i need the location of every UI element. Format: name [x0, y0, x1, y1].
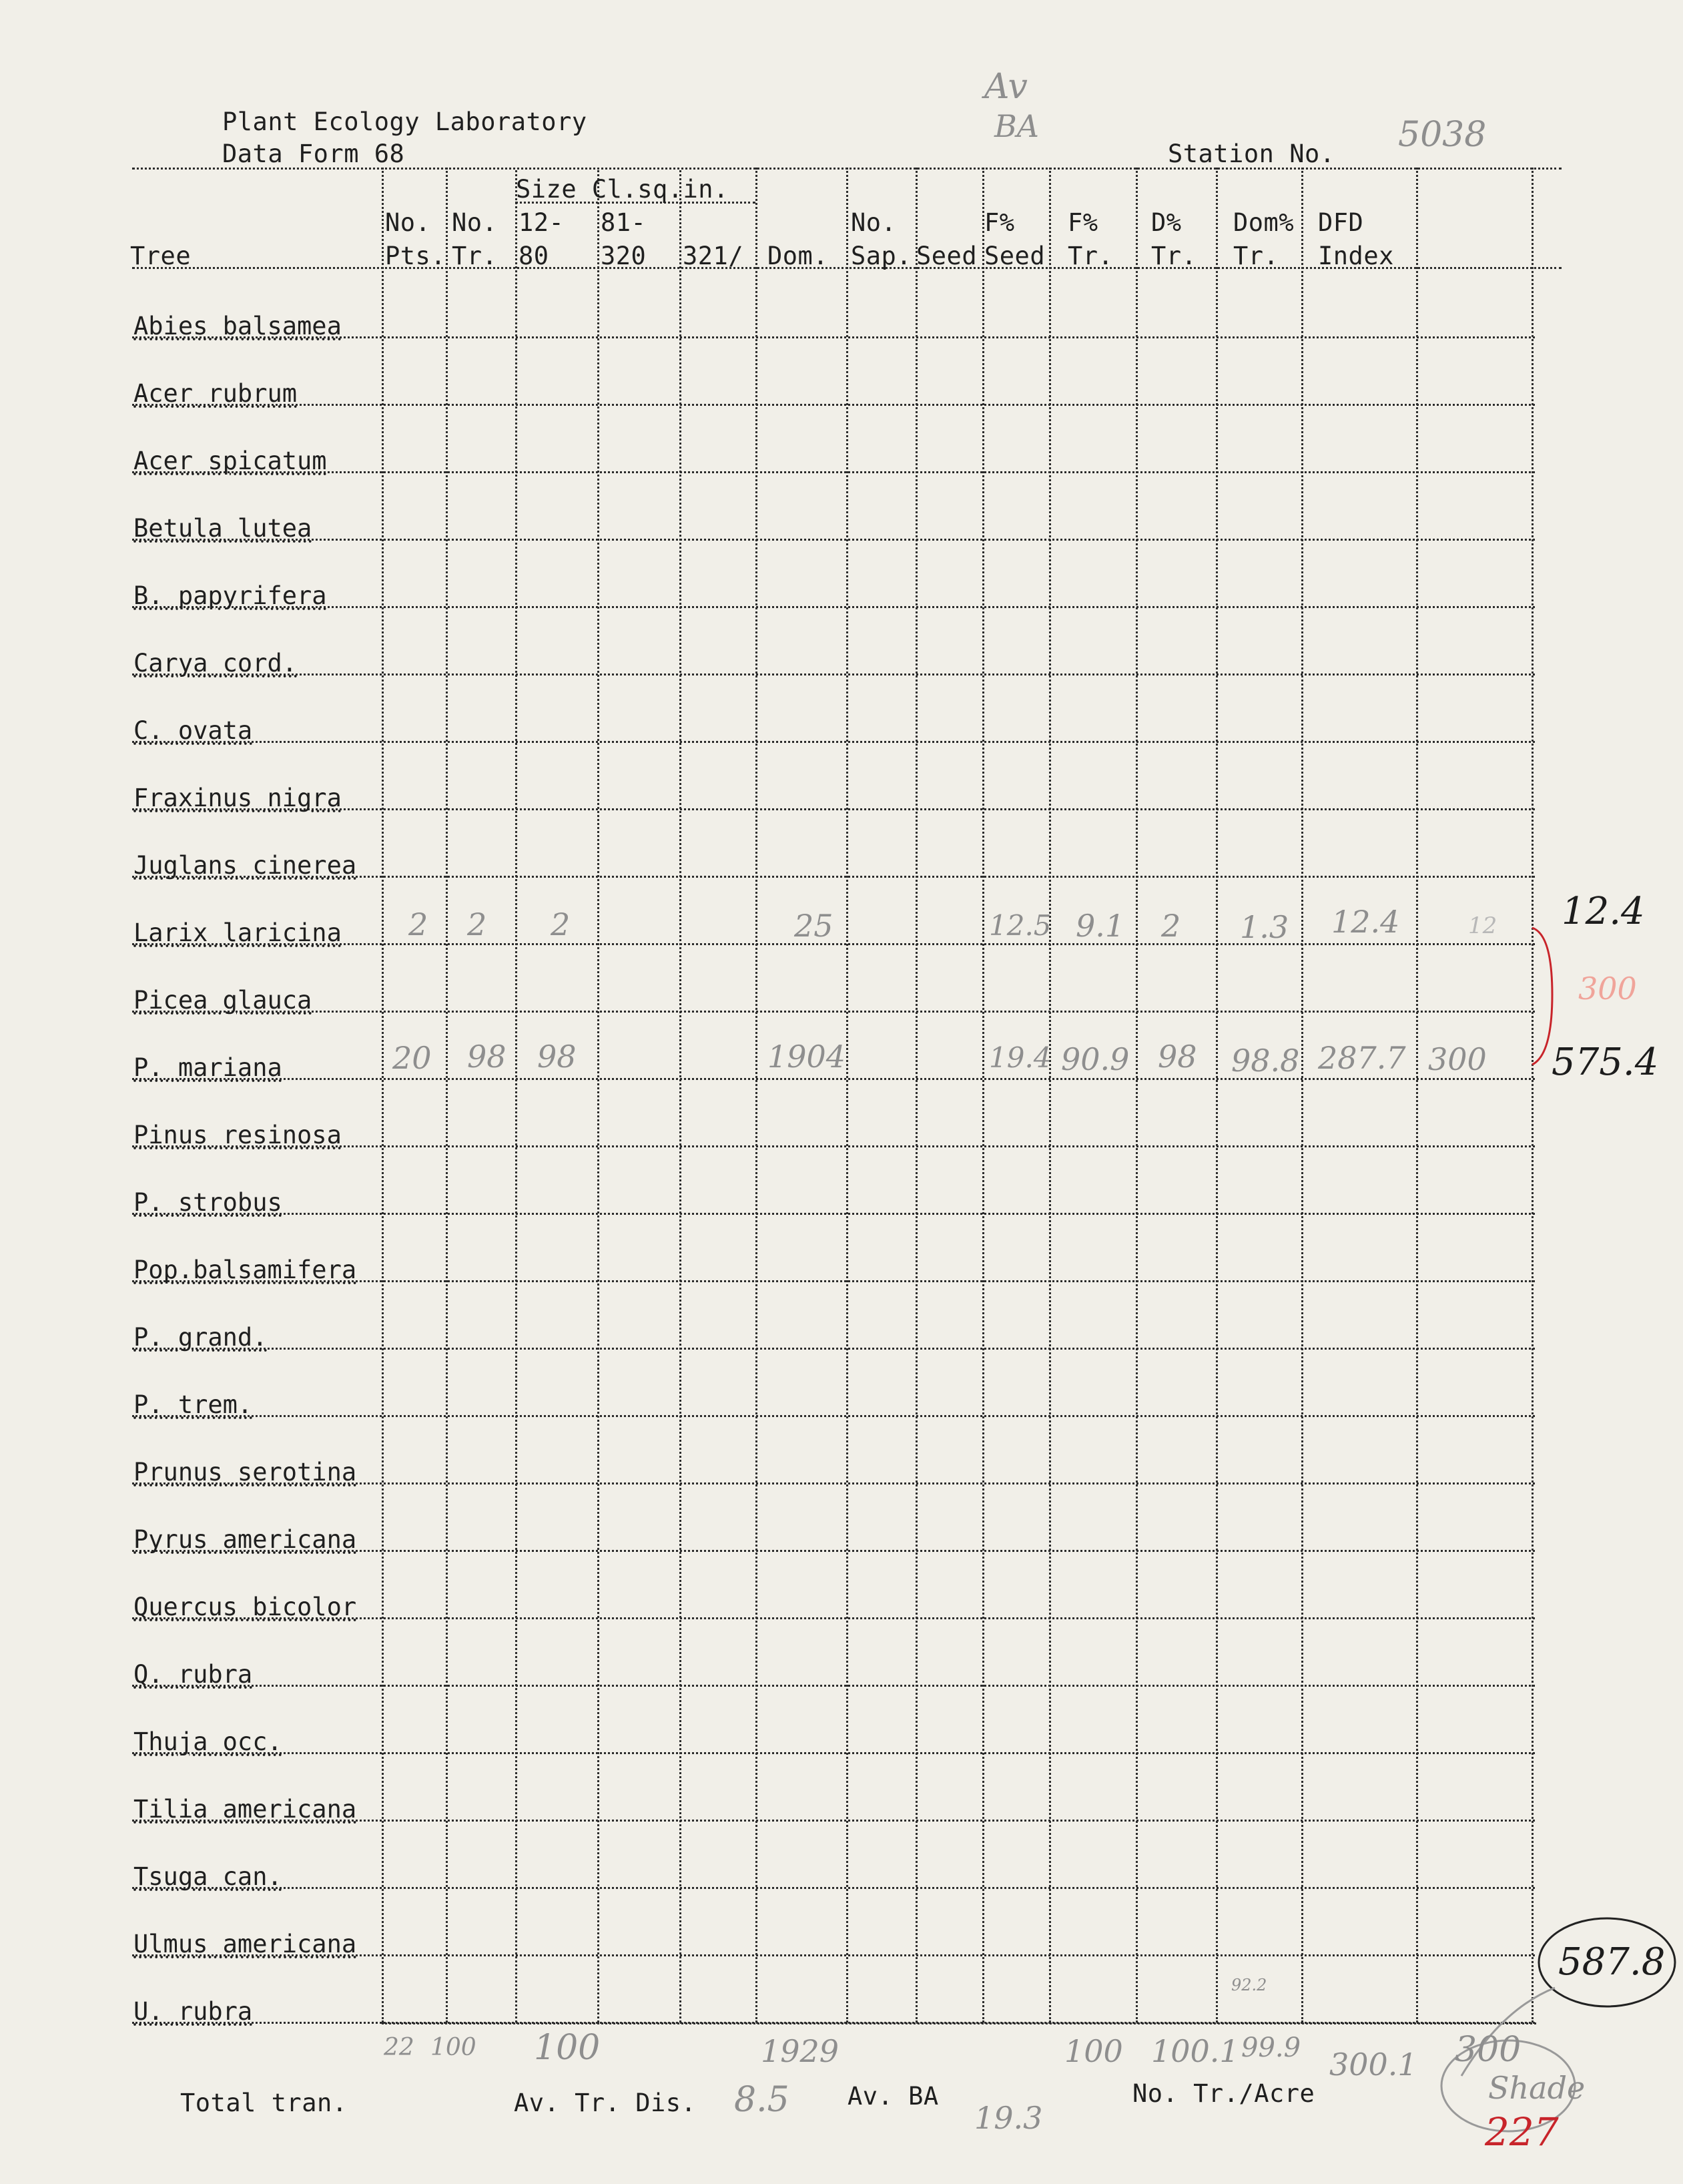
grid-bottom-rule: [382, 2022, 1536, 2024]
total-dom: 1929: [761, 2033, 839, 2069]
column-rule: [515, 170, 517, 2022]
larix-f-tr: 9.1: [1076, 908, 1125, 944]
mariana-d-tr: 98: [1158, 1039, 1197, 1075]
red-bracket: [1528, 914, 1555, 1075]
species-label: Larix laricina: [133, 918, 342, 947]
footer-av-tr-dis: Av. Tr. Dis.: [514, 2089, 697, 2117]
col-dom-tr-2: Tr.: [1233, 242, 1279, 270]
row-rule: [132, 1145, 1535, 1147]
species-label: P. grand.: [133, 1323, 268, 1352]
species-label: C. ovata: [133, 716, 253, 745]
mariana-dom-tr: 98.8: [1231, 1043, 1300, 1079]
mariana-extra: 300: [1428, 1041, 1487, 1077]
total-size: 100: [534, 2028, 601, 2068]
row-rule: [132, 808, 1535, 810]
margin-red-300: 300: [1578, 971, 1637, 1007]
row-rule: [132, 1887, 1535, 1889]
top-note-av: Av: [984, 67, 1028, 107]
col-tree: Tree: [130, 242, 192, 270]
col-d-tr-2: Tr.: [1151, 242, 1197, 270]
column-rule: [846, 168, 848, 2022]
col-size-group: Size Cl.sq.in.: [516, 175, 729, 204]
column-rule: [1416, 168, 1418, 2022]
top-note-ba: BA: [994, 108, 1040, 144]
total-pts: 22: [384, 2034, 414, 2061]
larix-dfd: 12.4: [1331, 904, 1400, 940]
margin-mariana-total: 575.4: [1552, 1041, 1659, 1084]
species-label: Q. rubra: [133, 1660, 253, 1689]
margin-grand-total: 587.8: [1558, 1940, 1666, 1984]
column-rule: [1216, 168, 1218, 2022]
margin-larix-total: 12.4: [1562, 890, 1645, 933]
species-label: Prunus serotina: [133, 1458, 357, 1486]
col-size-12-2: 80: [519, 242, 549, 270]
row-rule: [132, 1348, 1535, 1350]
larix-no-pts: 2: [408, 906, 428, 942]
footer-av-ba: Av. BA: [848, 2082, 939, 2111]
col-size-12-1: 12-: [519, 208, 565, 237]
column-rule: [597, 170, 599, 2022]
column-rule: [916, 168, 918, 2022]
total-f-seed: 100: [1064, 2033, 1123, 2069]
row-rule: [132, 741, 1535, 743]
total-f-tr: 100.1: [1151, 2033, 1239, 2069]
mariana-no-tr: 98: [467, 1039, 507, 1075]
col-seed: Seed: [916, 242, 978, 270]
larix-no-tr: 2: [467, 906, 487, 942]
mariana-dfd: 287.7: [1318, 1040, 1406, 1076]
species-label: Picea glauca: [133, 986, 312, 1015]
species-label: Abies balsamea: [133, 312, 342, 340]
col-no-sap-1: No.: [851, 208, 897, 237]
col-no-sap-2: Sap.: [851, 242, 912, 270]
row-rule: [132, 1011, 1535, 1013]
shade-word: Shade: [1488, 2070, 1586, 2106]
species-label: Ulmus americana: [133, 1930, 357, 1958]
species-label: Quercus bicolor: [133, 1593, 357, 1621]
footer-no-tr-acre: No. Tr./Acre: [1132, 2079, 1315, 2108]
col-size-81-1: 81-: [601, 208, 647, 237]
col-no-pts-2: Pts.: [385, 242, 446, 270]
larix-extra: 12: [1468, 912, 1497, 939]
column-rule: [1049, 168, 1051, 2022]
species-label: Acer spicatum: [133, 447, 327, 475]
row-rule: [132, 404, 1535, 406]
row-rule: [132, 471, 1535, 473]
species-label: B. papyrifera: [133, 581, 327, 610]
row-rule: [132, 1415, 1535, 1417]
species-label: Acer rubrum: [133, 379, 298, 408]
species-label: U. rubra: [133, 1997, 253, 2026]
mariana-f-tr: 90.9: [1061, 1041, 1130, 1077]
species-label: Betula lutea: [133, 514, 312, 543]
row-rule: [132, 673, 1535, 675]
column-rule: [1136, 168, 1138, 2022]
species-label: Carya cord.: [133, 649, 298, 677]
col-f-seed-2: Seed: [984, 242, 1046, 270]
col-no-pts-1: No.: [385, 208, 431, 237]
footer-av-ba-value: 19.3: [974, 2100, 1043, 2136]
row-rule: [132, 1213, 1535, 1215]
species-label: P. trem.: [133, 1390, 253, 1419]
species-label: Tilia americana: [133, 1795, 357, 1824]
form-number: Data Form 68: [222, 140, 405, 168]
species-label: Pop.balsamifera: [133, 1256, 357, 1284]
col-d-tr-1: D%: [1151, 208, 1182, 237]
species-label: Thuja occ.: [133, 1727, 282, 1756]
larix-dom: 25: [794, 908, 833, 944]
u-rubra-note: 92.2: [1231, 1976, 1267, 1994]
row-rule: [132, 943, 1535, 945]
species-label: Tsuga can.: [133, 1862, 282, 1891]
larix-size: 2: [551, 906, 571, 942]
mariana-f-seed: 19.4: [989, 1041, 1052, 1074]
species-label: P. strobus: [133, 1188, 282, 1217]
row-rule: [132, 606, 1535, 608]
column-rule: [382, 168, 384, 2022]
column-rule: [755, 168, 757, 2022]
col-f-seed-1: F%: [984, 208, 1015, 237]
row-rule: [132, 1078, 1535, 1080]
column-rule: [1532, 168, 1534, 2022]
col-no-tr-2: Tr.: [452, 242, 498, 270]
col-size-81-2: 320: [601, 242, 647, 270]
column-rule: [446, 168, 448, 2022]
total-dfd: 300.1: [1329, 2046, 1417, 2083]
larix-d-tr: 2: [1161, 908, 1181, 944]
col-dom-tr-1: Dom%: [1233, 208, 1295, 237]
column-rule: [679, 170, 681, 2022]
col-f-tr-2: Tr.: [1068, 242, 1114, 270]
col-f-tr-1: F%: [1068, 208, 1098, 237]
row-rule: [132, 539, 1535, 541]
total-tr: 100: [430, 2034, 476, 2061]
lab-title: Plant Ecology Laboratory: [222, 107, 587, 136]
station-number: 5038: [1398, 115, 1487, 155]
margin-red-227: 227: [1485, 2109, 1559, 2155]
footer-av-tr-dis-value: 8.5: [734, 2080, 789, 2120]
larix-dom-tr: 1.3: [1240, 909, 1289, 945]
station-label: Station No.: [1168, 140, 1335, 168]
species-label: Pyrus americana: [133, 1525, 357, 1554]
species-label: Pinus resinosa: [133, 1121, 342, 1149]
col-dfd-2: Index: [1318, 242, 1394, 270]
shade-value: 300: [1455, 2030, 1522, 2070]
col-dom: Dom.: [767, 242, 829, 270]
col-size-321: 321/: [683, 242, 744, 270]
row-rule: [132, 336, 1535, 338]
row-rule: [132, 1752, 1535, 1754]
species-label: Juglans cinerea: [133, 851, 357, 880]
mariana-no-pts: 20: [392, 1040, 432, 1076]
column-rule: [1301, 168, 1303, 2022]
col-dfd-1: DFD: [1318, 208, 1364, 237]
larix-f-seed: 12.5: [989, 909, 1052, 942]
species-label: P. mariana: [133, 1053, 282, 1082]
mariana-size: 98: [537, 1039, 577, 1075]
mariana-dom: 1904: [767, 1039, 846, 1075]
col-no-tr-1: No.: [452, 208, 498, 237]
row-rule: [132, 1685, 1535, 1687]
species-label: Fraxinus nigra: [133, 784, 342, 812]
column-rule: [982, 168, 984, 2022]
total-d-tr: 99.9: [1241, 2032, 1301, 2063]
footer-total-tran: Total tran.: [180, 2089, 348, 2117]
